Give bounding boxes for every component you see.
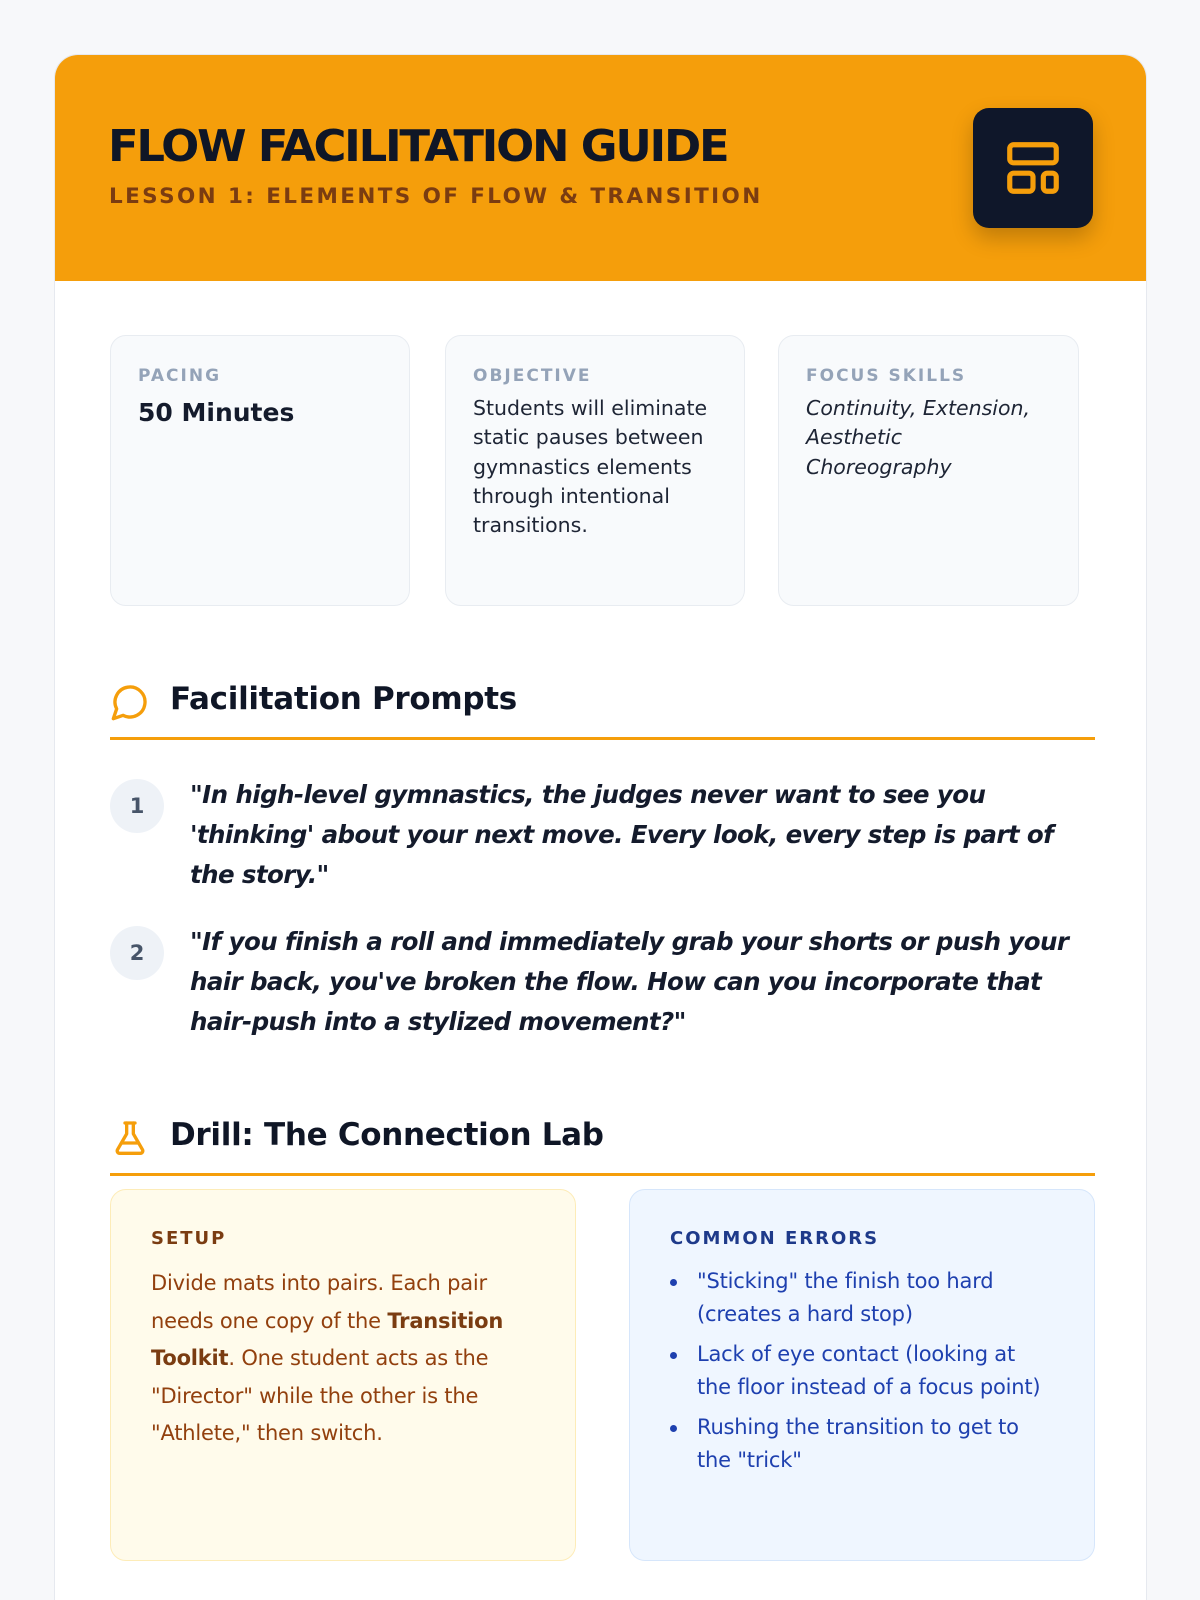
objective-value: Students will eliminate static pauses between gymnastics elements through intentional transitions. — [473, 396, 708, 538]
prompt-text: "In high-level gymnastics, the judges never want to see you 'thinking' about your next move. Every look, every step is part of the story." — [190, 780, 1054, 889]
prompt-item — [110, 775, 1100, 915]
header-badge — [973, 108, 1093, 228]
focus-skills-label: FOCUS SKILLS — [806, 366, 967, 386]
layout-template-icon — [1002, 137, 1064, 199]
focus-skills-box — [778, 335, 1079, 606]
message-circle-icon — [110, 682, 150, 722]
page-subtitle: LESSON 1: ELEMENTS OF FLOW & TRANSITION — [109, 184, 763, 209]
setup-text: Divide mats into pairs. Each pair needs one copy of the Transition Toolkit. One student acts as the "Director" while the other is the "Athlete," then switch. — [151, 1271, 504, 1445]
objective-box — [445, 335, 745, 606]
pacing-value: 50 Minutes — [138, 398, 295, 427]
list-item: Lack of eye contact (looking at the floor instead of a focus point) — [670, 1338, 1054, 1404]
prompts-section-title: Facilitation Prompts — [170, 681, 517, 717]
common-errors-label: COMMON ERRORS — [670, 1228, 880, 1249]
page-title: FLOW FACILITATION GUIDE — [108, 121, 728, 172]
objective-label: OBJECTIVE — [473, 366, 592, 386]
drill-section-header — [110, 1116, 1095, 1176]
flask-icon — [110, 1118, 150, 1158]
prompt-number: 1 — [110, 779, 164, 833]
prompt-text: "If you finish a roll and immediately grab your shorts or push your hair back, you've broken the flow. How can you incorporate that hair-push into a stylized movement?" — [190, 927, 1069, 1036]
guide-card — [54, 54, 1147, 1600]
prompts-section-header — [110, 680, 1095, 740]
prompt-item — [110, 922, 1100, 1062]
setup-box — [110, 1189, 576, 1561]
list-item: Rushing the transition to get to the "trick" — [670, 1411, 1054, 1477]
prompt-number: 2 — [110, 926, 164, 980]
drill-section-title: Drill: The Connection Lab — [170, 1117, 604, 1153]
transition-toolkit-term: Transition Toolkit — [151, 1308, 504, 1370]
list-item: "Sticking" the finish too hard (creates a hard stop) — [670, 1265, 1054, 1331]
focus-skills-value: Continuity, Extension, Aesthetic Choreography — [806, 396, 1031, 479]
header-banner — [55, 55, 1146, 281]
pacing-box — [110, 335, 410, 606]
pacing-label: PACING — [138, 366, 222, 386]
setup-label: SETUP — [151, 1228, 227, 1249]
common-errors-box — [629, 1189, 1095, 1561]
common-errors-list — [670, 1265, 1054, 1477]
